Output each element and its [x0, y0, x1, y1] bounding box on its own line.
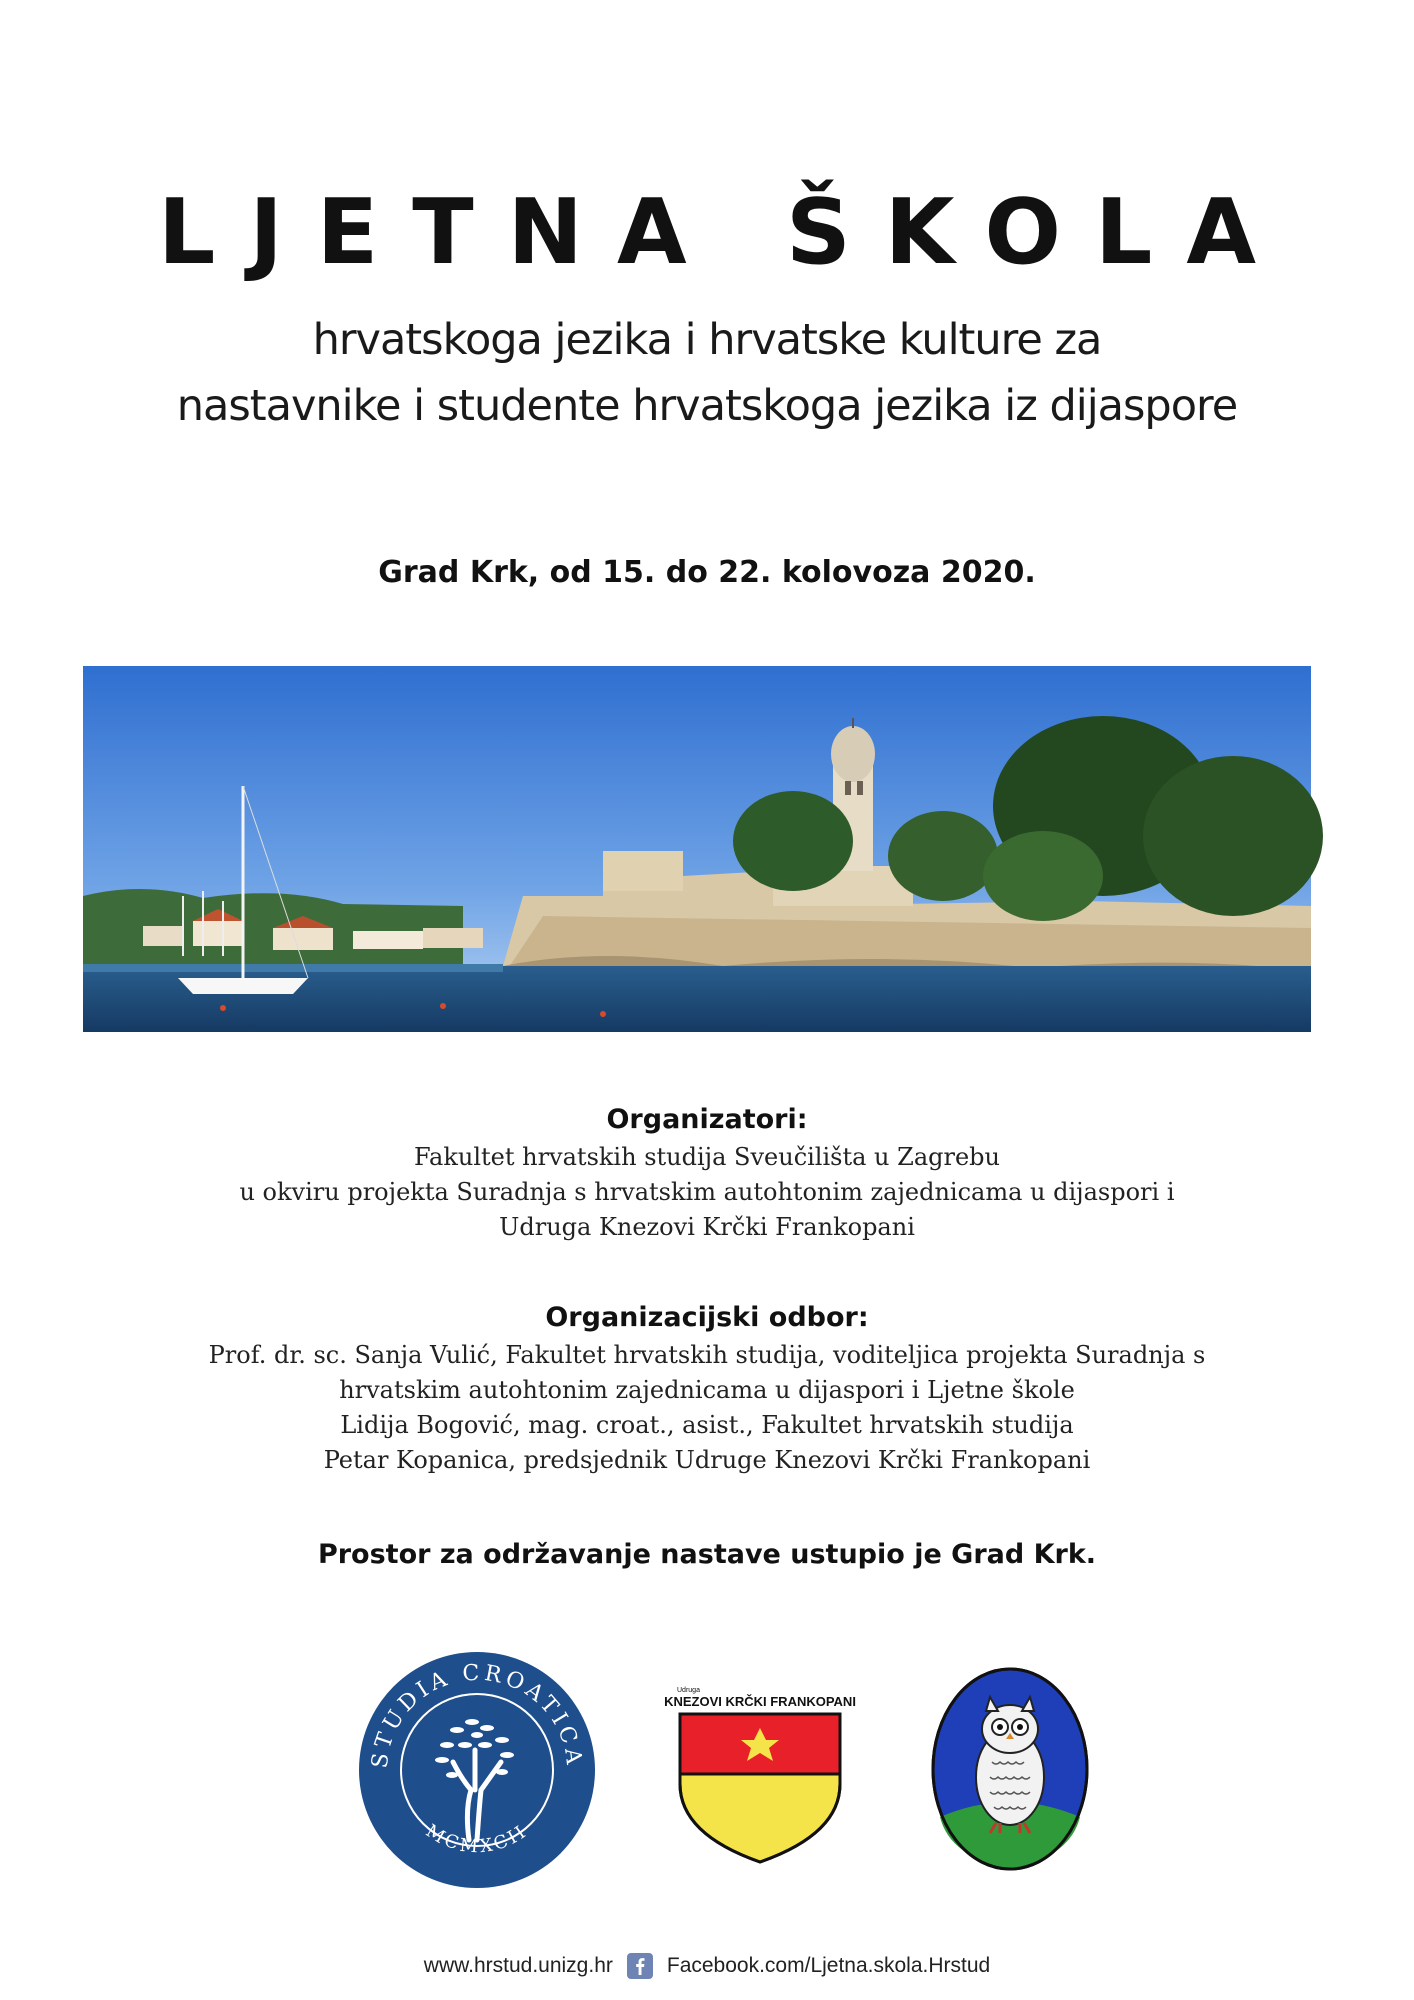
website-link[interactable]: www.hrstud.unizg.hr [423, 1954, 613, 1977]
committee-line: Prof. dr. sc. Sanja Vulić, Fakultet hrvatskih studija, voditeljica projekta Suradnja s [208, 1341, 1206, 1369]
facebook-icon [627, 1953, 653, 1979]
subtitle-line-2: nastavnike i studente hrvatskoga jezika iz dijaspore [176, 381, 1238, 431]
page-title: LJETNA ŠKOLA [157, 180, 1291, 285]
studia-croatica-logo [357, 1650, 597, 1890]
svg-text:MCMXCII: MCMXCII [422, 1820, 532, 1858]
event-dates: Grad Krk, od 15. do 22. kolovoza 2020. [378, 555, 1036, 590]
footer [0, 1951, 1414, 1981]
venue-note: Prostor za održavanje nastave ustupio je Grad Krk. [317, 1539, 1097, 1570]
committee-line: hrvatskim autohtonim zajednicama u dijaspori i Ljetne škole [339, 1376, 1075, 1404]
organizers-section [0, 1100, 1414, 1245]
owl-icon [930, 1667, 1090, 1872]
committee-heading: Organizacijski odbor: [545, 1302, 869, 1333]
svg-text:KNEZOVI KRČKI FRANKOPANI: KNEZOVI KRČKI FRANKOPANI [664, 1694, 856, 1709]
krk-harbor-photo [83, 666, 1311, 1032]
svg-text:STUDIA CROATICA: STUDIA CROATICA [367, 1660, 587, 1770]
frankopani-crest-logo [664, 1684, 856, 1864]
krk-owl-crest-logo [930, 1667, 1090, 1872]
committee-line: Petar Kopanica, predsjednik Udruge Knezovi Krčki Frankopani [323, 1446, 1091, 1474]
subtitle-line-1: hrvatskoga jezika i hrvatske kulture za [312, 315, 1102, 365]
facebook-link[interactable]: Facebook.com/Ljetna.skola.Hrstud [666, 1954, 991, 1977]
committee-line: Lidija Bogović, mag. croat., asist., Fakultet hrvatskih studija [340, 1411, 1074, 1439]
organizers-line: Udruga Knezovi Krčki Frankopani [499, 1213, 915, 1241]
organizers-line: Fakultet hrvatskih studija Sveučilišta u Zagrebu [414, 1143, 1000, 1171]
organizers-line: u okviru projekta Suradnja s hrvatskim autohtonim zajednicama u dijaspori i [239, 1178, 1175, 1206]
frankopani-small-label: Udruga [677, 1687, 700, 1694]
organizers-heading: Organizatori: [606, 1104, 808, 1135]
committee-section [0, 1298, 1414, 1478]
